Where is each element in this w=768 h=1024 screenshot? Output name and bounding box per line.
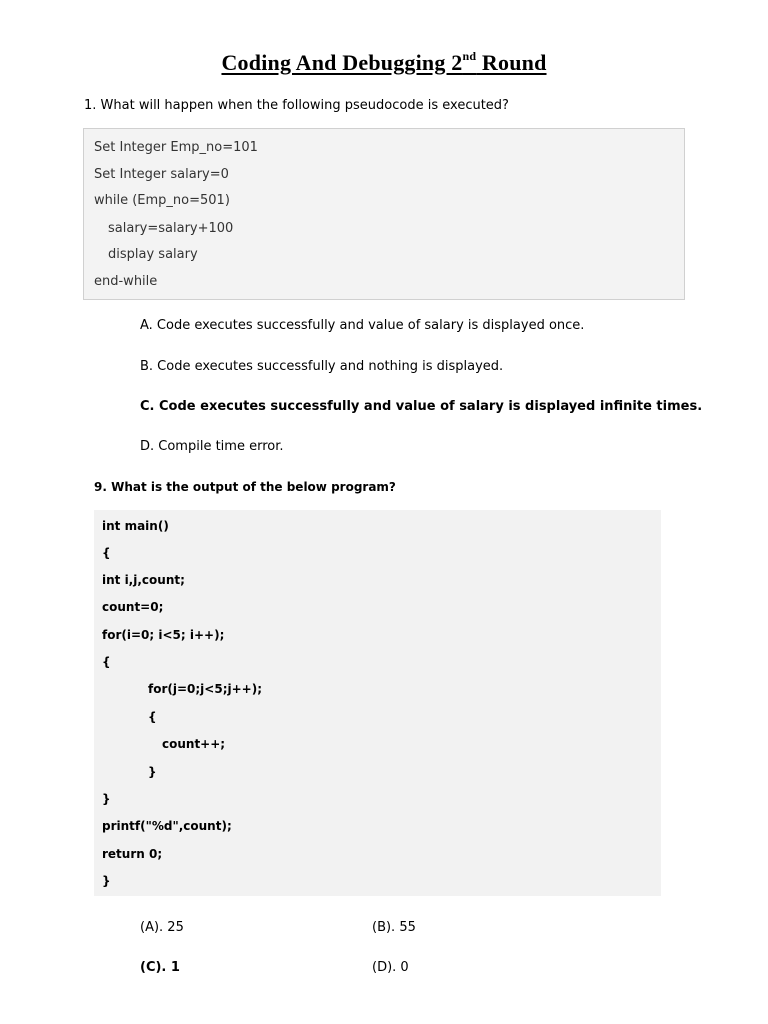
code-line: Set Integer salary=0 bbox=[94, 167, 229, 182]
question-9-code-block bbox=[94, 510, 661, 896]
question-1-code-block bbox=[83, 128, 685, 300]
code-line: for(i=0; i<5; i++); bbox=[102, 628, 225, 642]
code-line: while (Emp_no=501) bbox=[94, 193, 230, 208]
code-line: } bbox=[102, 792, 111, 806]
code-line: { bbox=[148, 710, 157, 724]
code-line: count=0; bbox=[102, 600, 164, 614]
code-line: for(j=0;j<5;j++); bbox=[148, 682, 263, 696]
code-line: int main() bbox=[102, 519, 169, 533]
option-c: C. Code executes successfully and value of salary is displayed infinite times. bbox=[140, 399, 703, 414]
code-line: Set Integer Emp_no=101 bbox=[94, 140, 258, 155]
code-line: { bbox=[102, 655, 111, 669]
code-line: return 0; bbox=[102, 847, 163, 861]
code-line: salary=salary+100 bbox=[108, 221, 234, 236]
code-line: end-while bbox=[94, 274, 158, 289]
answer-b: (B). 55 bbox=[372, 920, 416, 935]
code-line: } bbox=[102, 874, 111, 888]
answer-a: (A). 25 bbox=[140, 920, 184, 935]
code-line: count++; bbox=[162, 737, 226, 751]
answer-c: (C). 1 bbox=[140, 960, 180, 975]
question-1-text: 1. What will happen when the following pseudocode is executed? bbox=[84, 98, 509, 113]
code-line: { bbox=[102, 546, 111, 560]
question-9-text: 9. What is the output of the below program? bbox=[94, 480, 396, 494]
page-title: Coding And Debugging 2nd Round bbox=[221, 48, 547, 75]
option-d: D. Compile time error. bbox=[140, 439, 284, 454]
code-line: int i,j,count; bbox=[102, 573, 185, 587]
answer-d: (D). 0 bbox=[372, 960, 409, 975]
option-b: B. Code executes successfully and nothing is displayed. bbox=[140, 359, 504, 374]
code-line: printf("%d",count); bbox=[102, 819, 232, 833]
code-line: } bbox=[148, 765, 157, 779]
code-line: display salary bbox=[108, 247, 198, 262]
option-a: A. Code executes successfully and value of salary is displayed once. bbox=[140, 318, 585, 333]
